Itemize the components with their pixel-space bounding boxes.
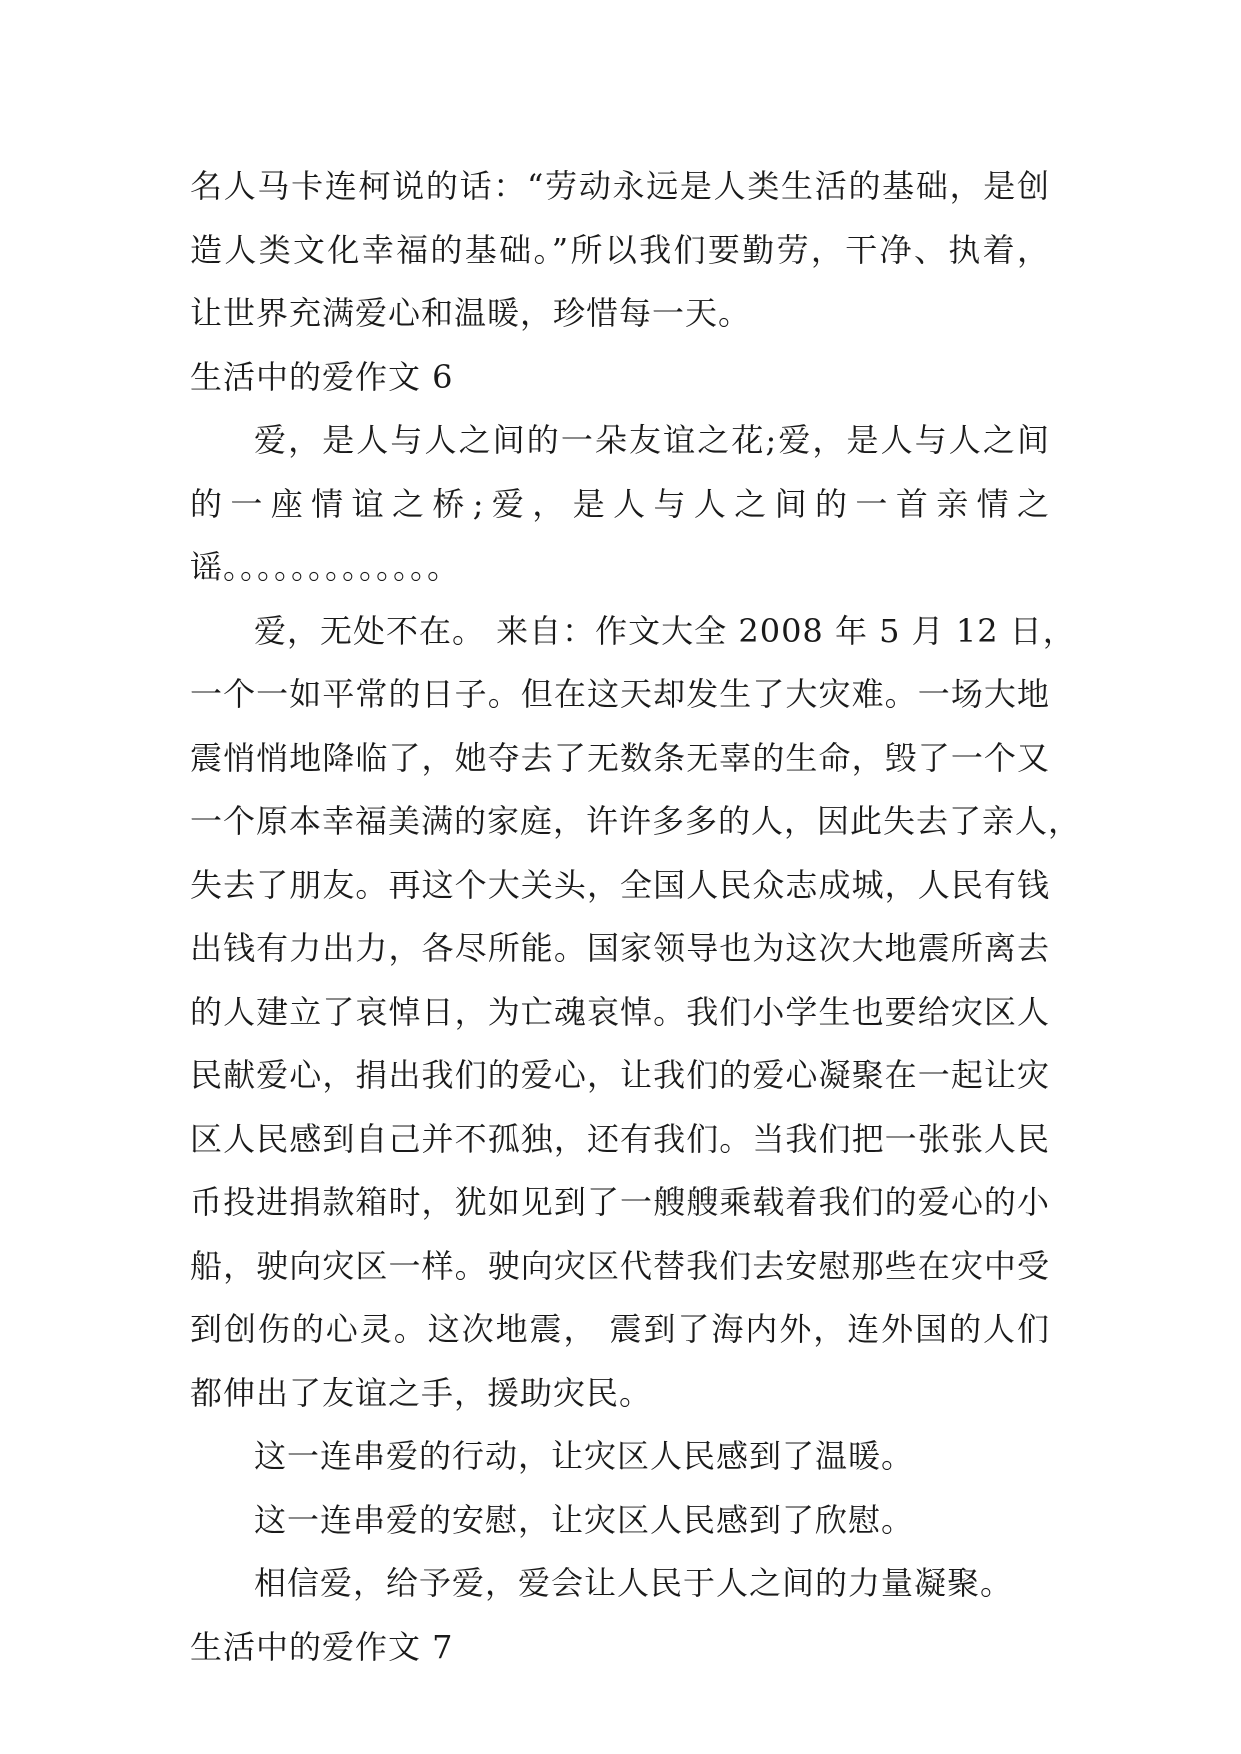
paragraph-line: 名人马卡连柯说的话：“劳动永远是人类生活的基础，是创 xyxy=(190,167,1050,205)
paragraph-line: 相信爱，给予爱，爱会让人民于人之间的力量凝聚。 xyxy=(254,1564,1014,1602)
section-heading: 生活中的爱作文 7 xyxy=(190,1627,454,1666)
paragraph-line: 造人类文化幸福的基础。”所以我们要勤劳，干净、执着， xyxy=(190,230,1050,269)
paragraph-line: 爱，是人与人之间的一朵友谊之花;爱，是人与人之间 xyxy=(254,421,1050,459)
paragraph-line: 的人建立了哀悼日，为亡魂哀悼。我们小学生也要给灾区人 xyxy=(190,992,1050,1031)
paragraph-line: 出钱有力出力，各尽所能。国家领导也为这次大地震所离去 xyxy=(190,929,1050,967)
paragraph-line: 一个原本幸福美满的家庭，许许多多的人，因此失去了亲人， xyxy=(190,802,1082,840)
paragraph-line: 都伸出了友谊之手，援助灾民。 xyxy=(190,1373,653,1412)
paragraph-line: 币投进捐款箱时，犹如见到了一艘艘乘载着我们的爱心的小 xyxy=(190,1183,1050,1221)
paragraph-line: 船，驶向灾区一样。驶向灾区代替我们去安慰那些在灾中受 xyxy=(190,1246,1050,1285)
paragraph-line: 让世界充满爱心和温暖，珍惜每一天。 xyxy=(190,294,752,332)
paragraph-line: 爱，无处不在。 来自：作文大全 2008 年 5 月 12 日， xyxy=(254,611,1076,650)
section-heading: 生活中的爱作文 6 xyxy=(190,357,454,396)
paragraph-line: 区人民感到自己并不孤独，还有我们。当我们把一张张人民 xyxy=(190,1119,1050,1158)
paragraph-line: 的一座情谊之桥;爱，是人与人之间的一首亲情之 xyxy=(190,484,1050,523)
paragraph-line: 一个一如平常的日子。但在这天却发生了大灾难。一场大地 xyxy=(190,675,1050,713)
paragraph-line: 民献爱心，捐出我们的爱心，让我们的爱心凝聚在一起让灾 xyxy=(190,1056,1050,1094)
paragraph-line: 失去了朋友。再这个大关头，全国人民众志成城，人民有钱 xyxy=(190,865,1050,904)
paragraph-line: 这一连串爱的行动，让灾区人民感到了温暖。 xyxy=(254,1437,915,1475)
paragraph-line: 谣。。。。。。。。。。。。。 xyxy=(190,548,461,586)
paragraph-line: 到创伤的心灵。这次地震， 震到了海内外，连外国的人们 xyxy=(190,1310,1050,1348)
document-body xyxy=(190,155,1082,1679)
paragraph-line: 这一连串爱的安慰，让灾区人民感到了欣慰。 xyxy=(254,1500,915,1539)
paragraph-line: 震悄悄地降临了，她夺去了无数条无辜的生命，毁了一个又 xyxy=(190,738,1050,777)
